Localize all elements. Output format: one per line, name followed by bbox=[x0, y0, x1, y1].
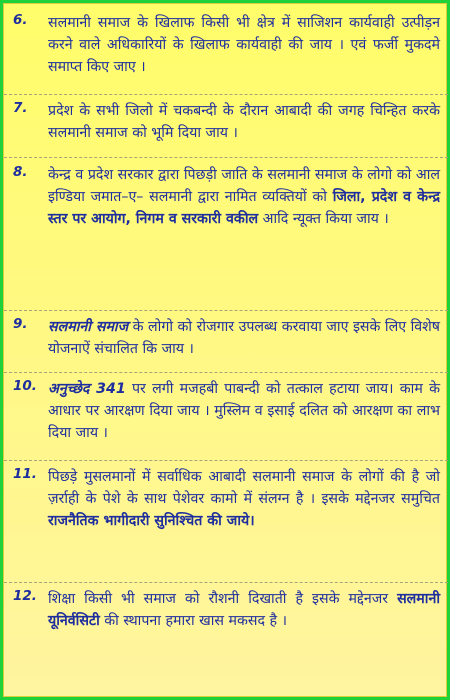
item-text-part: केन्द्र व प्रदेश सरकार द्वारा पिछड़ी जाति के सलमानी समाज के लोगो को आल इण्डिया जमात–ए– सलमानी द्वारा नामित व्यक्तियों को bbox=[48, 167, 440, 205]
item-number: 11. bbox=[13, 466, 37, 482]
divider bbox=[4, 310, 448, 311]
item-number: 8. bbox=[13, 164, 28, 180]
item-number: 6. bbox=[13, 12, 28, 28]
item-text-bold: सलमानी समाज bbox=[48, 319, 129, 335]
item-text bbox=[48, 466, 440, 532]
item-text-part: की स्थापना हमारा खास मकसद है । bbox=[99, 613, 287, 629]
item-text-part: के लोगो को रोजगार उपलब्ध करवाया जाए इसके लिए विशेष योजनाऐं संचालित कि जाय । bbox=[48, 319, 440, 357]
list-item-11 bbox=[4, 466, 448, 532]
item-text bbox=[48, 378, 440, 444]
item-text-part: पर लगी मजहबी पाबन्दी को तत्काल हटाया जाय। काम के आधार पर आरक्षण दिया जाय । मुस्लिम व इसाई दलित को आरक्षण का लाभ दिया जाय । bbox=[48, 381, 441, 441]
item-text bbox=[48, 164, 440, 230]
divider bbox=[4, 157, 448, 158]
list-item-8 bbox=[4, 164, 448, 230]
item-text-bold: सलमानी यूनिर्वसिटी bbox=[48, 591, 440, 629]
item-text bbox=[48, 588, 440, 632]
item-text-part: शिक्षा किसी भी समाज को रौशनी दिखाती है इसके मद्देनजर bbox=[48, 591, 398, 607]
list-item-10 bbox=[4, 378, 448, 444]
item-number: 9. bbox=[13, 316, 28, 332]
item-text bbox=[48, 316, 440, 360]
divider bbox=[4, 94, 448, 95]
item-text: सलमानी समाज के खिलाफ किसी भी क्षेत्र में साजिशन कार्यवाही उत्पीड़न करने वाले अधिकारियों के खिलाफ कार्यवाही की जाय । एवं फर्जी मुकदमे समाप्त किए जाए । bbox=[48, 15, 440, 75]
item-number: 7. bbox=[13, 100, 28, 116]
item-text-part: पिछड़े मुसलमानों में सर्वाधिक आबादी सलमानी समाज के लोगों की है जो ज़र्राही के पेशे के साथ पेशेवर कामो में संलग्न है । इसके मद्देनजर समुचित bbox=[48, 469, 440, 507]
list-item-6 bbox=[4, 12, 448, 78]
item-text-part: आदि न्यूक्त किया जाय । bbox=[258, 211, 389, 227]
divider bbox=[4, 582, 448, 583]
item-text-bold: राजनैतिक भागीदारी सुनिश्चित की जाये। bbox=[48, 513, 255, 529]
demands-panel bbox=[3, 3, 447, 697]
item-number: 10. bbox=[13, 378, 37, 394]
item-text-bold: अनुच्छेद 341 bbox=[48, 381, 126, 397]
list-item-7 bbox=[4, 100, 448, 144]
item-number: 12. bbox=[13, 588, 37, 604]
divider bbox=[4, 460, 448, 461]
divider bbox=[4, 372, 448, 373]
list-item-9 bbox=[4, 316, 448, 360]
list-item-12 bbox=[4, 588, 448, 632]
item-text-bold: जिला, प्रदेश व केन्द्र स्तर पर आयोग, निगम व सरकारी वकील bbox=[48, 189, 440, 227]
item-text: प्रदेश के सभी जिलो में चकबन्दी के दौरान आबादी की जगह चिन्हित करके सलमानी समाज को भूमि दिया जाय । bbox=[48, 103, 440, 141]
